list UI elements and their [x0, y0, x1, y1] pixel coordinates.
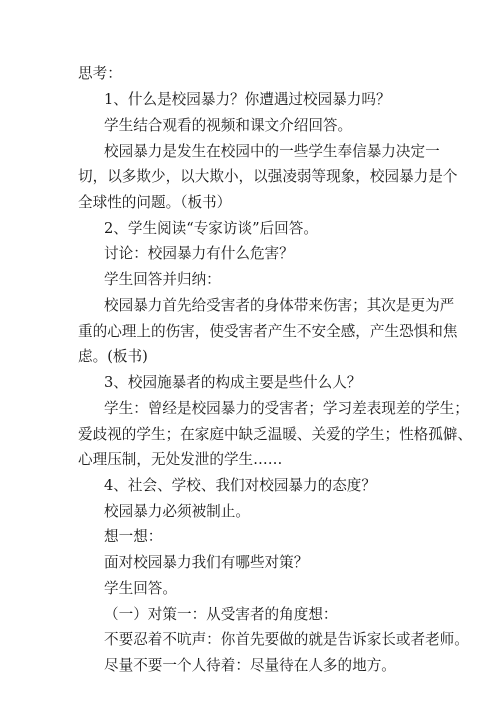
paragraph-line: 校园暴力首先给受害者的身体带来伤害；其次是更为严: [104, 297, 455, 314]
paragraph-line: 不要忍着不吭声：你首先要做的就是告诉家长或者老师。: [104, 631, 469, 648]
heading-thinking: 思考：: [78, 65, 122, 82]
paragraph-line: 爱歧视的学生；在家庭中缺乏温暖、关爱的学生；性格孤僻、: [78, 426, 473, 443]
paragraph-line: 心理压制，无处发泄的学生……: [78, 451, 283, 468]
paragraph-line: 切，以多欺少，以大欺小，以强凌弱等现象，校园暴力是个: [78, 168, 458, 185]
question-2: 2、学生阅读“专家访谈”后回答。: [104, 220, 318, 237]
paragraph-line: 讨论：校园暴力有什么危害？: [104, 245, 294, 262]
paragraph-line: 学生结合观看的视频和课文介绍回答。: [104, 117, 353, 134]
paragraph-line: 尽量不要一个人待着：尽量待在人多的地方。: [104, 657, 396, 674]
paragraph-line: 重的心理上的伤害，使受害者产生不安全感，产生恐惧和焦: [78, 323, 458, 340]
question-4: 4、社会、学校、我们对校园暴力的态度？: [104, 477, 376, 494]
paragraph-line: 面对校园暴力我们有哪些对策？: [104, 554, 309, 571]
paragraph-line: 学生：曾经是校园暴力的受害者；学习差表现差的学生；: [104, 400, 469, 417]
paragraph-line: 虑。(板书): [78, 348, 148, 365]
question-1: 1、什么是校园暴力？你遭遇过校园暴力吗？: [104, 91, 391, 108]
question-3: 3、校园施暴者的构成主要是些什么人？: [104, 374, 362, 391]
paragraph-line: 校园暴力必须被制止。: [104, 503, 250, 520]
paragraph-line: 学生回答并归纳：: [104, 271, 221, 288]
paragraph-line: 校园暴力是发生在校园中的一些学生奉信暴力决定一: [104, 143, 440, 160]
paragraph-line: （一）对策一：从受害者的角度想：: [104, 606, 338, 623]
paragraph-line: 想一想：: [104, 528, 163, 545]
paragraph-line: 学生回答。: [104, 580, 177, 597]
paragraph-line: 全球性的问题。（板书）: [78, 194, 232, 211]
